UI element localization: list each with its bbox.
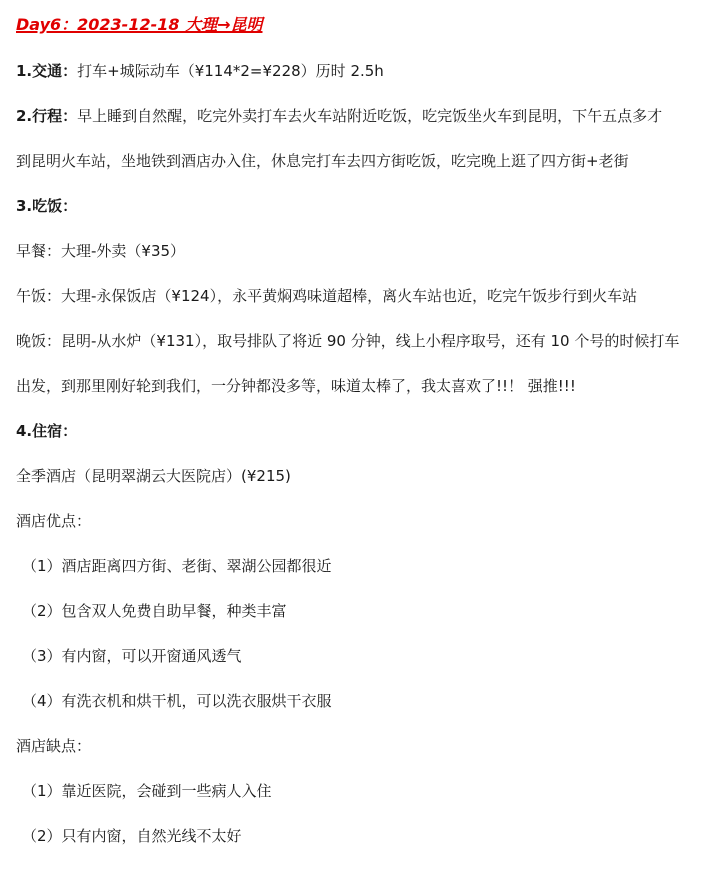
- cons-item: （1）靠近医院，会碰到一些病人入住: [22, 782, 272, 800]
- pros-item: （2）包含双人免费自助早餐，种类丰富: [22, 602, 287, 620]
- breakfast-line: 早餐：大理-外卖（¥35）: [16, 242, 186, 260]
- itinerary-text-1: 早上睡到自然醒，吃完外卖打车去火车站附近吃饭，吃完饭坐火车到昆明，下午五点多才: [77, 107, 663, 125]
- dinner-line-2: 出发，到那里刚好轮到我们，一分钟都没多等，味道太棒了，我太喜欢了!!！ 强推!!!: [16, 377, 576, 395]
- cons-heading: 酒店缺点：: [16, 737, 92, 755]
- cons-item: （2）只有内窗，自然光线不太好: [22, 827, 242, 845]
- lodging-heading: 4.住宿：: [16, 422, 78, 440]
- lunch-line: 午饭：大理-永保饭店（¥124），永平黄焖鸡味道超棒，离火车站也近，吃完午饭步行到火车站: [16, 287, 638, 305]
- dinner-line-1: 晚饭：昆明-从水炉（¥131），取号排队了将近 90 分钟，线上小程序取号，还有 10 个号的时候打车: [16, 332, 680, 350]
- pros-item: （1）酒店距离四方街、老街、翠湖公园都很近: [22, 557, 332, 575]
- itinerary-text-2: 到昆明火车站，坐地铁到酒店办入住，休息完打车去四方街吃饭，吃完晚上逛了四方街+老街: [16, 152, 629, 170]
- pros-item: （3）有内窗，可以开窗通风透气: [22, 647, 242, 665]
- pros-heading: 酒店优点：: [16, 512, 92, 530]
- pros-item: （4）有洗衣机和烘干机，可以洗衣服烘干衣服: [22, 692, 332, 710]
- transport-heading: 1.交通：: [16, 62, 78, 80]
- itinerary-line-1: [16, 106, 662, 126]
- day-title: Day6：2023-12-18 大理→昆明: [16, 15, 263, 34]
- itinerary-heading: 2.行程：: [16, 107, 78, 125]
- transport-text: 打车+城际动车（¥114*2=¥228）历时 2.5h: [77, 62, 384, 80]
- transport-line: [16, 61, 384, 81]
- meals-heading: 3.吃饭：: [16, 197, 78, 215]
- hotel-line: 全季酒店（昆明翠湖云大医院店）(¥215): [16, 467, 291, 485]
